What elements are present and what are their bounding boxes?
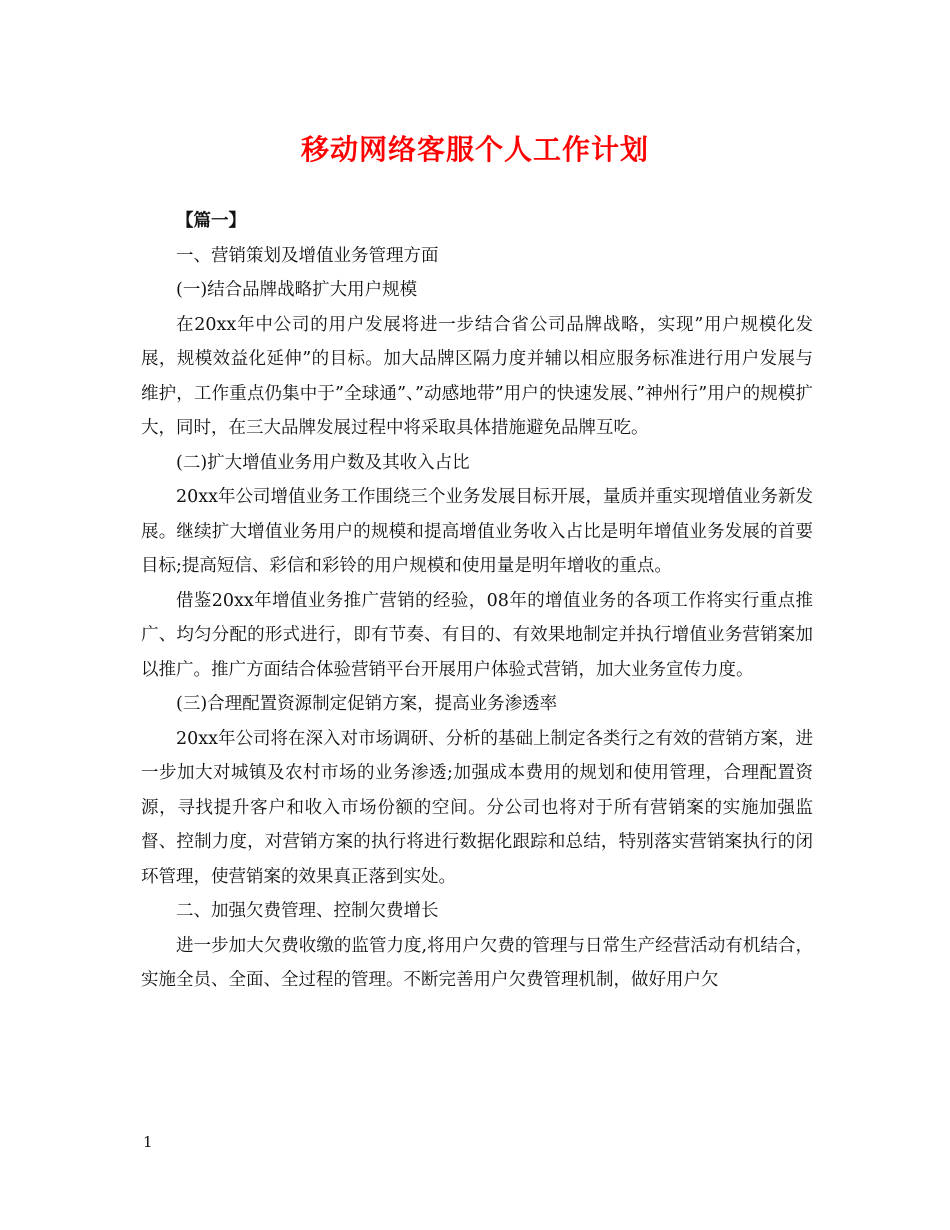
section-label: 【篇一】 xyxy=(176,211,246,231)
subheading-value-added: (二)扩大增值业务用户数及其收入占比 xyxy=(176,452,470,473)
heading-arrears: 二、加强欠费管理、控制欠费增长 xyxy=(176,901,439,921)
paragraph-resource-allocation: 20xx年公司将在深入对市场调研、分析的基础上制定各类行之有效的营销方案，进一步加大对城镇及农村市场的业务渗透;加强成本费用的规划和使用管理，合理配置资源，寻找提升客户和收入市场份额的空间。分公司也将对于所有营销案的实施加强监督、控制力度，对营销方案的执行将进行数据化跟踪和总结，特别落实营销案执行的闭环管理，使营销案的效果真正落到实处。 xyxy=(141,728,814,887)
document-title: 移动网络客服个人工作计划 xyxy=(300,133,649,166)
paragraph-value-added: 20xx年公司增值业务工作围绕三个业务发展目标开展，量质并重实现增值业务新发展。继续扩大增值业务用户的规模和提高增值业务收入占比是明年增值业务发展的首要目标;提高短信、彩信和彩铃的用户规模和使用量是明年增收的重点。 xyxy=(141,487,814,576)
paragraph-promotion: 借鉴20xx年增值业务推广营销的经验，08年的增值业务的各项工作将实行重点推广、均匀分配的形式进行，即有节奏、有目的、有效果地制定并执行增值业务营销案加以推广。推广方面结合体验营销平台开展用户体验式营销，加大业务宣传力度。 xyxy=(141,590,813,680)
paragraph-brand-strategy: 在20xx年中公司的用户发展将进一步结合省公司品牌战略，实现”用户规模化发展，规模效益化延伸”的目标。加大品牌区隔力度并辅以相应服务标准进行用户发展与维护，工作重点仍集中于”全球通”、”动感地带”用户的快速发展、”神州行”用户的规模扩大，同时，在三大品牌发展过程中将采取具体措施避免品牌互吃。 xyxy=(141,314,813,438)
document-body xyxy=(141,204,813,998)
page-number: 1 xyxy=(143,1133,153,1151)
subheading-brand-strategy: (一)结合品牌战略扩大用户规模 xyxy=(176,280,418,300)
heading-marketing: 一、营销策划及增值业务管理方面 xyxy=(176,245,439,266)
paragraph-arrears: 进一步加大欠费收缴的监管力度,将用户欠费的管理与日常生产经营活动有机结合，实施全员、全面、全过程的管理。不断完善用户欠费管理机制，做好用户欠 xyxy=(141,935,813,990)
subheading-resource-allocation: (三)合理配置资源制定促销方案，提高业务渗透率 xyxy=(176,694,558,714)
